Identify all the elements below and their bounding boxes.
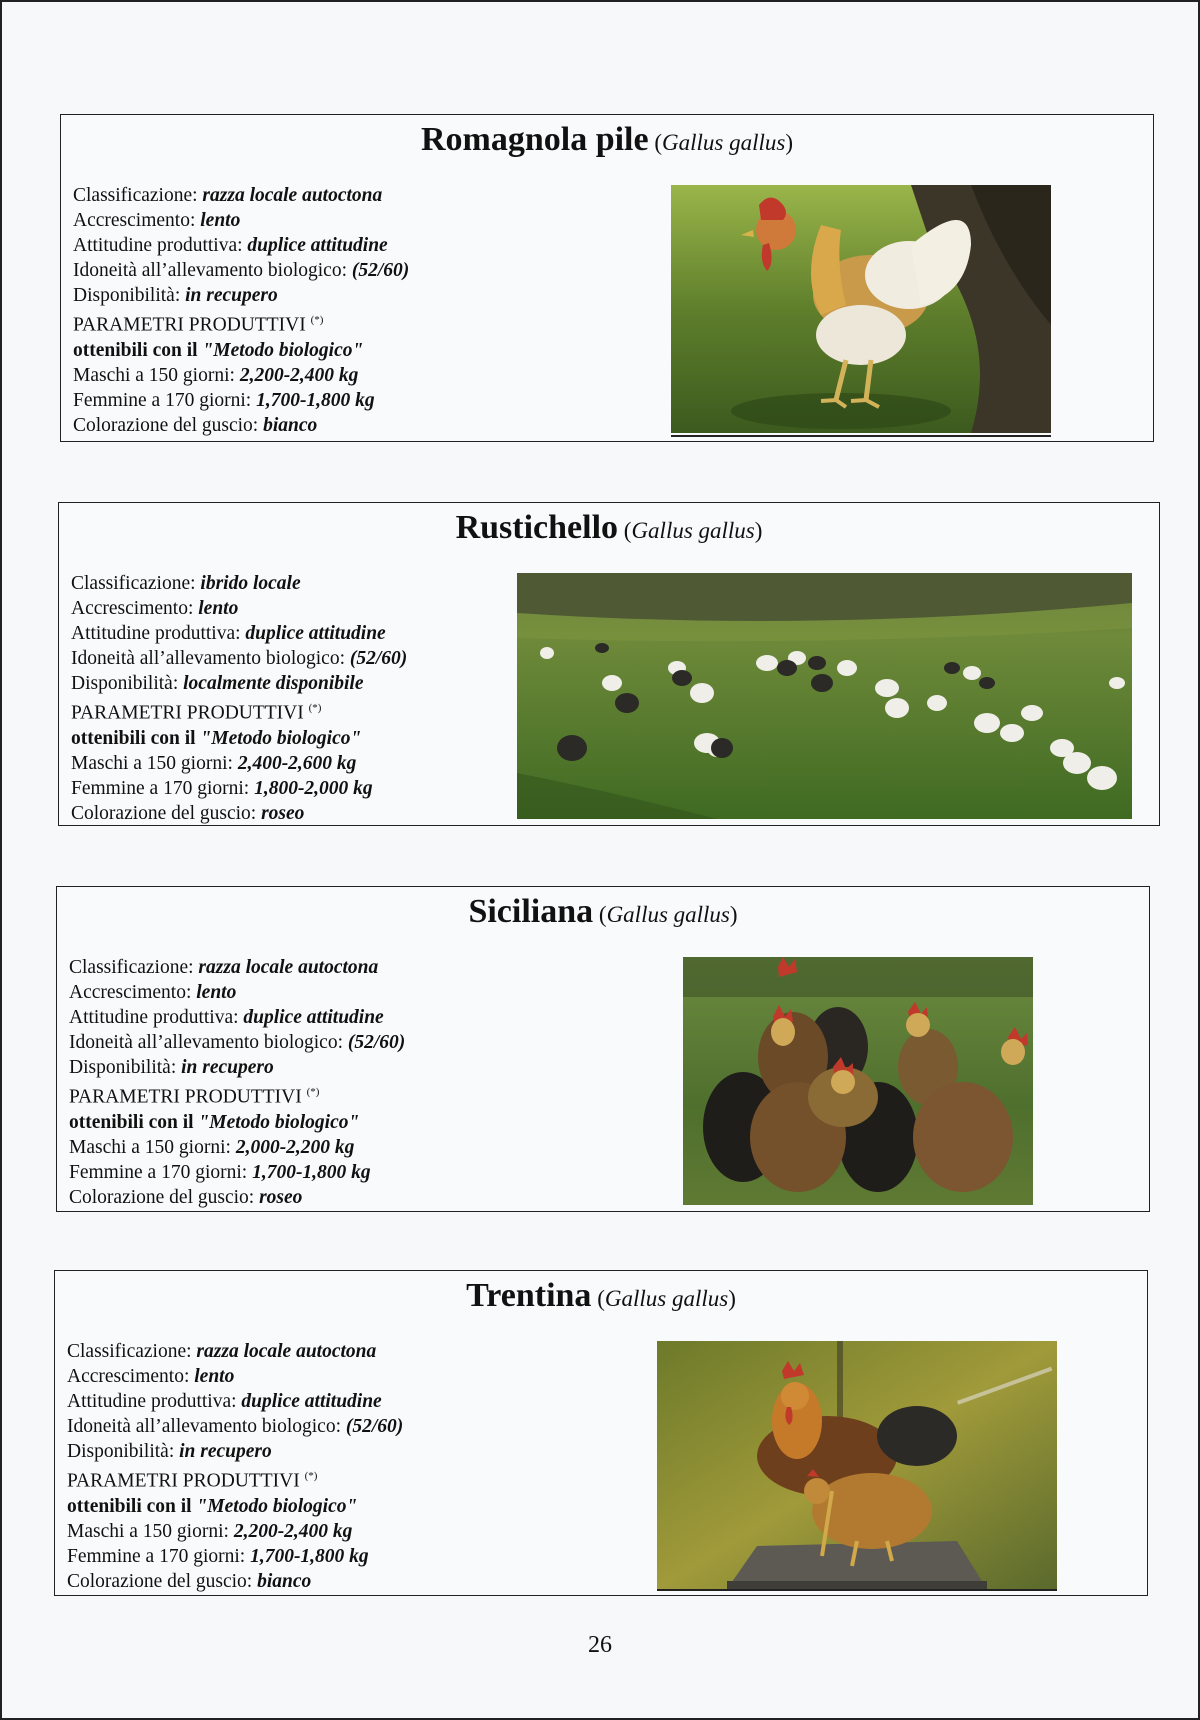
photo-underline (671, 435, 1051, 437)
classificazione-row: Classificazione: razza locale autoctona (67, 1341, 377, 1362)
parametri-heading: PARAMETRI PRODUTTIVI (*) (71, 702, 322, 724)
maschi-row: Maschi a 150 giorni: 2,000-2,200 kg (69, 1136, 355, 1158)
breed-name: Trentina (466, 1277, 592, 1314)
flock-photo (517, 573, 1132, 819)
guscio-row: Colorazione del guscio: bianco (67, 1570, 312, 1592)
breed-title (57, 893, 1149, 931)
parametri-heading: PARAMETRI PRODUTTIVI (*) (69, 1086, 320, 1108)
breed-card-rustichello (58, 502, 1160, 826)
disponibilita-row: Disponibilità: localmente disponibile (71, 673, 364, 694)
breed-title (59, 509, 1159, 547)
idoneita-row: Idoneità all’allevamento biologico: (52/60) (67, 1416, 404, 1437)
breed-info (71, 571, 407, 826)
scientific-name: (Gallus gallus) (623, 518, 763, 543)
scientific-name: (Gallus gallus) (654, 130, 794, 155)
page-number: 26 (588, 1632, 612, 1658)
classificazione-row: Classificazione: razza locale autoctona (73, 185, 383, 206)
disponibilita-row: Disponibilità: in recupero (67, 1441, 272, 1462)
classificazione-row: Classificazione: razza locale autoctona (69, 957, 379, 978)
guscio-row: Colorazione del guscio: bianco (73, 414, 318, 436)
accrescimento-row: Accrescimento: lento (73, 210, 241, 231)
rooster-hen-photo (657, 1341, 1057, 1589)
accrescimento-row: Accrescimento: lento (67, 1366, 235, 1387)
breed-info (67, 1339, 403, 1594)
accrescimento-row: Accrescimento: lento (71, 598, 239, 619)
breed-title (55, 1277, 1147, 1315)
metodo-row: ottenibili con il "Metodo biologico" (73, 339, 364, 361)
breed-name: Rustichello (455, 509, 619, 546)
scientific-name: (Gallus gallus) (598, 902, 738, 927)
scientific-name: (Gallus gallus) (597, 1286, 736, 1311)
breed-info (69, 955, 405, 1210)
parametri-heading: PARAMETRI PRODUTTIVI (*) (67, 1470, 318, 1492)
breed-name: Romagnola pile (420, 121, 649, 158)
breed-name: Siciliana (468, 893, 594, 930)
maschi-row: Maschi a 150 giorni: 2,400-2,600 kg (71, 752, 357, 774)
parametri-heading: PARAMETRI PRODUTTIVI (*) (73, 314, 324, 336)
breed-card-siciliana (56, 886, 1150, 1212)
breed-card-romagnola-pile (60, 114, 1154, 442)
photo-underline (657, 1589, 1057, 1591)
idoneita-row: Idoneità all’allevamento biologico: (52/60) (71, 648, 408, 669)
attitudine-row: Attitudine produttiva: duplice attitudine (73, 235, 388, 256)
accrescimento-row: Accrescimento: lento (69, 982, 237, 1003)
guscio-row: Colorazione del guscio: roseo (71, 802, 305, 824)
maschi-row: Maschi a 150 giorni: 2,200-2,400 kg (67, 1520, 353, 1542)
breed-title (61, 121, 1153, 159)
attitudine-row: Attitudine produttiva: duplice attitudine (67, 1391, 382, 1412)
femmine-row: Femmine a 170 giorni: 1,700-1,800 kg (73, 389, 375, 411)
idoneita-row: Idoneità all’allevamento biologico: (52/60) (69, 1032, 406, 1053)
femmine-row: Femmine a 170 giorni: 1,800-2,000 kg (71, 777, 373, 799)
rooster-photo (671, 185, 1051, 433)
femmine-row: Femmine a 170 giorni: 1,700-1,800 kg (67, 1545, 369, 1567)
disponibilita-row: Disponibilità: in recupero (73, 285, 278, 306)
metodo-row: ottenibili con il "Metodo biologico" (71, 727, 362, 749)
metodo-row: ottenibili con il "Metodo biologico" (67, 1495, 358, 1517)
metodo-row: ottenibili con il "Metodo biologico" (69, 1111, 360, 1133)
hens-group-photo (683, 957, 1033, 1205)
classificazione-row: Classificazione: ibrido locale (71, 573, 301, 594)
attitudine-row: Attitudine produttiva: duplice attitudine (69, 1007, 384, 1028)
guscio-row: Colorazione del guscio: roseo (69, 1186, 303, 1208)
breed-card-trentina (54, 1270, 1148, 1596)
breed-info (73, 183, 409, 438)
attitudine-row: Attitudine produttiva: duplice attitudine (71, 623, 386, 644)
disponibilita-row: Disponibilità: in recupero (69, 1057, 274, 1078)
maschi-row: Maschi a 150 giorni: 2,200-2,400 kg (73, 364, 359, 386)
femmine-row: Femmine a 170 giorni: 1,700-1,800 kg (69, 1161, 371, 1183)
idoneita-row: Idoneità all’allevamento biologico: (52/60) (73, 260, 410, 281)
